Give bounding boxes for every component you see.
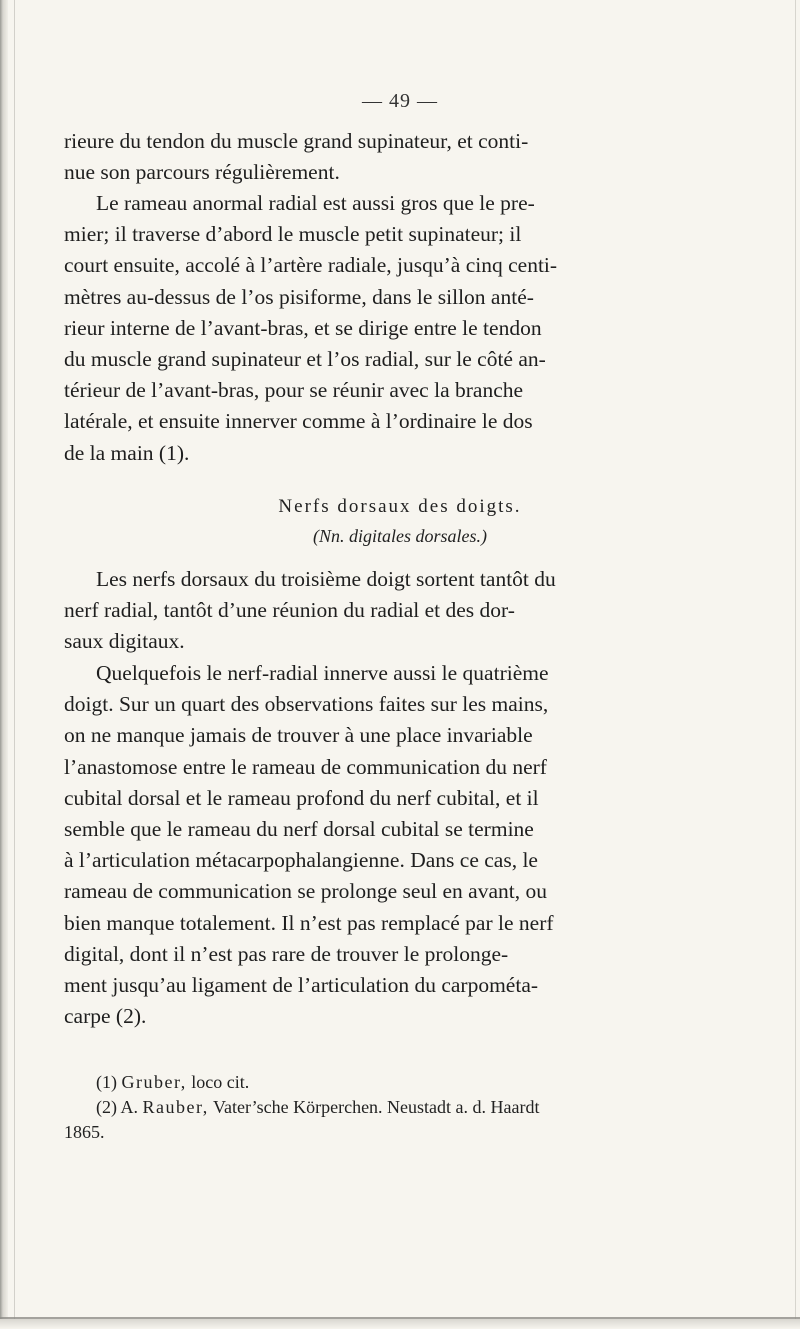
page-bottom-edge-line	[0, 1317, 800, 1319]
footnote-marker: (1)	[96, 1072, 117, 1092]
paragraph-rameau-anormal	[64, 188, 714, 469]
text-line: carpe (2).	[64, 1004, 147, 1029]
text-line: nerf radial, tantôt d’une réunion du radial et des dor-	[64, 598, 515, 623]
footnote-author: Gruber,	[121, 1072, 187, 1092]
text-line: doigt. Sur un quart des observations faites sur les mains,	[64, 692, 549, 717]
footnote-year: 1865.	[64, 1122, 105, 1142]
page-left-edge-shadow	[0, 0, 8, 1329]
page-left-edge-line	[14, 0, 15, 1329]
footnote-1	[64, 1070, 714, 1095]
text-line: Le rameau anormal radial est aussi gros que le pre-	[96, 191, 535, 215]
paragraph-quelquefois	[64, 658, 714, 1032]
text-line: l’anastomose entre le rameau de communication du nerf	[64, 754, 547, 779]
text-line: rieur interne de l’avant-bras, et se dirige entre le tendon	[64, 315, 542, 340]
footnote-2-continuation	[64, 1120, 714, 1145]
text-line: digital, dont il n’est pas rare de trouver le prolonge-	[64, 941, 509, 966]
footnote-text: loco cit.	[191, 1072, 250, 1092]
text-line: nue son parcours régulièrement.	[64, 160, 340, 185]
footnotes	[64, 1070, 714, 1145]
footnote-marker: (2)	[96, 1097, 117, 1117]
text-line: ment jusqu’au ligament de l’articulation du carpométa-	[64, 973, 539, 998]
text-line: on ne manque jamais de trouver à une place invariable	[64, 723, 533, 748]
text-line: à l’articulation métacarpophalangienne. Dans ce cas, le	[64, 848, 538, 873]
text-line: court ensuite, accolé à l’artère radiale, jusqu’à cinq centi-	[64, 253, 558, 278]
text-line: bien manque totalement. Il n’est pas remplacé par le nerf	[64, 910, 554, 935]
section-heading: Nerfs dorsaux des doigts.	[278, 496, 522, 517]
section-subheading: (Nn. digitales dorsales.)	[313, 526, 487, 546]
text-line: de la main (1).	[64, 440, 190, 465]
text-line: semble que le rameau du nerf dorsal cubital se termine	[64, 817, 534, 842]
text-line: térieur de l’avant-bras, pour se réunir avec la branche	[64, 378, 524, 403]
text-line: rieure du tendon du muscle grand supinateur, et conti-	[64, 129, 529, 153]
text-line: rameau de communication se prolonge seul en avant, ou	[64, 879, 547, 904]
text-line: saux digitaux.	[64, 629, 185, 654]
footnote-initial: A.	[120, 1097, 139, 1117]
text-line: Les nerfs dorsaux du troisième doigt sortent tantôt du	[96, 567, 556, 591]
text-line: cubital dorsal et le rameau profond du nerf cubital, et il	[64, 785, 539, 810]
page-right-edge-line	[795, 0, 796, 1329]
paragraph-continuation	[64, 126, 714, 188]
text-line: du muscle grand supinateur et l’os radial, sur le côté an-	[64, 347, 546, 372]
text-line: mètres au-dessus de l’os pisiforme, dans le sillon anté-	[64, 284, 534, 309]
footnote-2	[64, 1095, 714, 1120]
paragraph-nerfs-dorsaux	[64, 564, 714, 658]
text-line: Quelquefois le nerf-radial innerve aussi le quatrième	[96, 661, 549, 685]
text-line: mier; il traverse d’abord le muscle petit supinateur; il	[64, 222, 522, 247]
footnote-author: Rauber,	[142, 1097, 209, 1117]
footnote-text: Vater’sche Körperchen. Neustadt a. d. Haardt	[212, 1097, 540, 1117]
page-bottom-shadow	[0, 1319, 800, 1329]
page-number: — 49 —	[362, 90, 438, 112]
text-line: latérale, et ensuite innerver comme à l’ordinaire le dos	[64, 409, 533, 434]
